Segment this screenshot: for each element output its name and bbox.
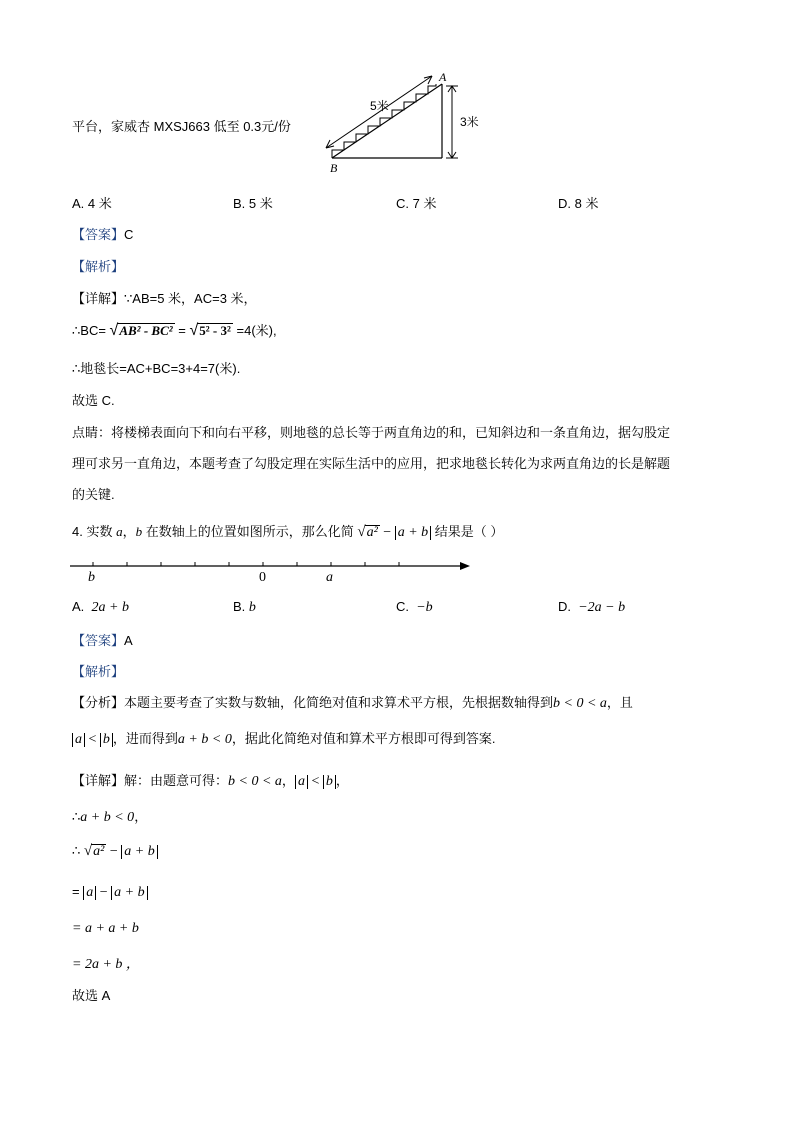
step3-abs1: a — [83, 886, 96, 900]
q3-option-b: B. 5 米 — [233, 196, 273, 211]
detail-expr1: b < 0 < a — [228, 774, 282, 789]
bc-expr1: AB² - BC² — [119, 323, 173, 338]
q4-stem-abs: a + b — [395, 526, 431, 540]
q4-opt-a-expr: 2a + b — [91, 600, 129, 615]
q4-opt-a-letter: A. — [72, 599, 85, 614]
label-a: A — [439, 70, 447, 84]
fenxi-1b: b < 0 < a — [553, 696, 607, 711]
step1-end: ， — [134, 809, 148, 824]
q3-choose-line: 故选 C. — [72, 393, 115, 408]
q4-opt-c-expr: −b — [416, 600, 433, 615]
q4-stem-comma: ， — [122, 524, 136, 539]
q4-opt-d-expr: −2a − b — [578, 600, 626, 615]
bc-expr2: 5² - 3² — [199, 323, 231, 338]
step3-abs2: a + b — [111, 886, 147, 900]
fenxi-2c: a + b < 0 — [177, 732, 232, 747]
q4-stem-sqrt: a² — [366, 525, 378, 540]
q3-comment-3: 的关键. — [72, 487, 115, 502]
q4-fenxi-line1 — [72, 692, 633, 712]
q4-choose-line: 故选 A — [72, 988, 111, 1003]
q4-stem-suffix: 结果是（ ） — [434, 524, 504, 539]
q4-answer-value: A — [124, 633, 133, 648]
q4-stem-a: a — [116, 524, 123, 539]
q4-stem-b: b — [135, 524, 143, 539]
q4-stem: 4. 实数 a，b 在数轴上的位置如图所示，那么化简 √a² − a + b 结果是（ ） — [72, 524, 504, 540]
q4-option-c — [396, 599, 433, 616]
q3-carpet-line: ∴地毯长=AC+BC=3+4=7(米). — [72, 361, 241, 376]
q3-answer-value: C — [124, 227, 134, 242]
step3-minus: − — [96, 885, 112, 900]
q4-analysis-label: 【解析】 — [72, 664, 125, 679]
q4-step5: = 2a + b ， — [72, 957, 140, 972]
q4-step3 — [72, 884, 148, 901]
q4-opt-b-expr: b — [248, 600, 256, 615]
fenxi-lt: < — [85, 732, 100, 747]
label-hyp: 5米 — [370, 99, 389, 113]
fenxi-abs2: b — [100, 733, 113, 747]
detail-end: ， — [335, 773, 349, 788]
q4-step4: = a + a + b — [72, 921, 139, 936]
q3-option-d: D. 8 米 — [558, 196, 599, 211]
fenxi-abs1: a — [72, 733, 85, 747]
numline-label-b: b — [88, 570, 95, 585]
q4-stem-mid: 在数轴上的位置如图所示，那么化简 — [142, 524, 354, 539]
q4-opt-c-letter: C. — [396, 599, 409, 614]
platform-text: 平台，家威杏 MXSJ663 低至 0.3元/份 — [72, 119, 291, 134]
q4-step2: ∴ √a² − a + b — [72, 843, 158, 860]
q3-option-a: A. 4 米 — [72, 196, 112, 211]
number-line — [66, 556, 476, 586]
q4-opt-b-letter: B. — [233, 599, 246, 614]
bc-eq: = — [178, 323, 186, 338]
q3-comment-2: 理可求另一直角边，本题考查了勾股定理在实际生活中的应用，把求地毯长转化为求两直角边的长是解题 — [72, 456, 671, 471]
detail-abs2: b — [323, 775, 336, 789]
numline-label-a: a — [326, 570, 333, 585]
numline-label-0: 0 — [259, 570, 266, 585]
q3-comment-1: 点睛：将楼梯表面向下和向右平移，则地毯的总长等于两直角边的和，已知斜边和一条直角边，据勾股定 — [72, 425, 671, 440]
step2-abs: a + b — [121, 845, 157, 859]
fenxi-1a: 【分析】本题主要考查了实数与数轴，化简绝对值和求算术平方根，先根据数轴得到 — [72, 695, 554, 710]
step2-prefix: ∴ — [72, 843, 81, 858]
q4-step1 — [72, 806, 147, 826]
fenxi-2d: ，据此化简绝对值和算术平方根即可得到答案. — [231, 731, 496, 746]
bc-prefix: ∴BC= — [72, 323, 106, 338]
q3-bc-line: ∴BC= √AB² - BC² = √5² - 3² =4(米), — [72, 322, 277, 339]
detail-prefix: 【详解】解：由题意可得： — [72, 773, 229, 788]
detail-abs1: a — [295, 775, 308, 789]
q4-fenxi-line2 — [72, 728, 495, 748]
fenxi-2b: ，进而得到 — [112, 731, 178, 746]
q3-option-c: C. 7 米 — [396, 196, 437, 211]
q3-answer — [72, 224, 133, 243]
label-vert: 3米 — [460, 115, 479, 129]
q3-answer-label: 【答案】 — [72, 227, 125, 242]
fenxi-1c: ，且 — [606, 695, 633, 710]
q4-opt-d-letter: D. — [558, 599, 571, 614]
step1-expr: a + b < 0 — [80, 810, 135, 825]
q4-option-d — [558, 599, 625, 616]
q4-stem-prefix: 4. 实数 — [72, 524, 113, 539]
detail-comma: ， — [281, 773, 295, 788]
bc-result: =4(米), — [236, 323, 277, 338]
q4-stem-minus: − — [379, 525, 395, 540]
step2-minus: − — [106, 844, 122, 859]
hypotenuse-line — [332, 84, 442, 158]
step3-eq: = — [72, 884, 80, 899]
detail-lt: < — [307, 774, 323, 789]
q4-answer-label: 【答案】 — [72, 633, 125, 648]
q4-detail-line — [72, 770, 349, 790]
q4-option-a — [72, 599, 129, 616]
q3-detail-line: 【详解】∵AB=5 米，AC=3 米， — [72, 291, 257, 306]
step2-sqrt: a² — [93, 844, 105, 859]
stair-diagram — [312, 68, 482, 180]
q3-analysis-label: 【解析】 — [72, 259, 125, 274]
q4-option-b — [233, 599, 256, 616]
q4-answer — [72, 630, 133, 649]
label-b: B — [330, 161, 338, 175]
step1-prefix: ∴ — [72, 809, 81, 824]
